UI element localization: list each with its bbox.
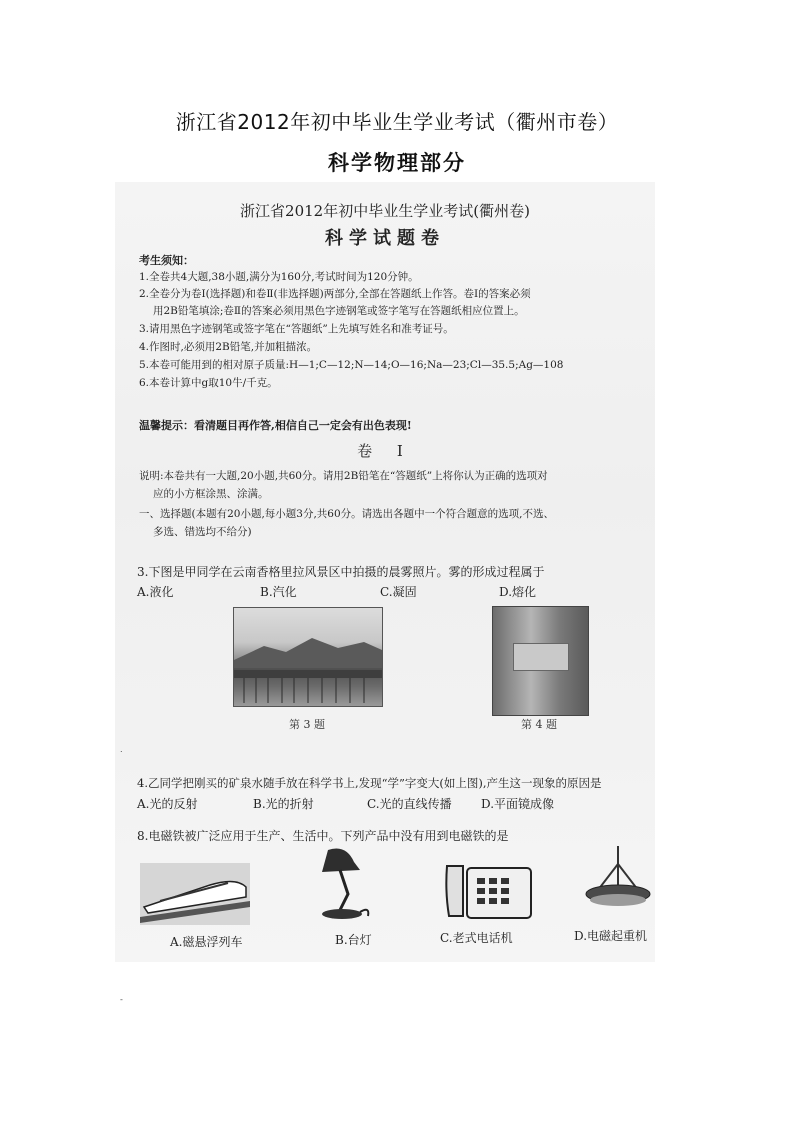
tip-text: 温馨提示：看清题目再作答,相信自己一定会有出色表现!: [139, 419, 412, 432]
figure-4-caption: 第 4 题: [521, 718, 557, 731]
q4-option-c: C.光的直线传播: [367, 797, 452, 811]
q4-option-d: D.平面镜成像: [481, 797, 555, 811]
telephone-icon: [443, 856, 535, 922]
document-subtitle: 科学物理部分: [328, 151, 466, 175]
question-4-stem: 4.乙同学把刚买的矿泉水随手放在科学书上,发现“学”字变大(如上图),产生这一现象的原因是: [137, 776, 602, 790]
q3-option-d: D.熔化: [499, 585, 537, 599]
scanned-exam-page: [115, 182, 655, 962]
notice-heading: 考生须知：: [139, 254, 194, 267]
q8-option-c: C.老式电话机: [440, 931, 513, 945]
notice-item: 4.作图时,必须用2B铅笔,并加粗描浓。: [139, 341, 318, 353]
paper-title: 科学试题卷: [325, 228, 445, 249]
q3-option-b: B.汽化: [260, 585, 297, 599]
q3-option-a: A.液化: [137, 585, 174, 599]
notice-item: 1.全卷共4大题,38小题,满分为160分,考试时间为120分钟。: [139, 271, 419, 283]
question-3-stem: 3.下图是甲同学在云南香格里拉风景区中拍摄的晨雾照片。雾的形成过程属于: [137, 565, 545, 579]
notice-item: 用2B铅笔填涂;卷Ⅱ的答案必须用黑色字迹钢笔或签字笔写在答题纸相应位置上。: [153, 305, 525, 317]
notice-item: 6.本卷计算中g取10牛/千克。: [139, 377, 278, 389]
stray-mark: -: [120, 995, 123, 1004]
section-line: 一、选择题(本题有20小题,每小题3分,共60分。请选出各题中一个符合题意的选项,不选、: [139, 508, 555, 520]
notice-item: 5.本卷可能用到的相对原子质量:H—1;C—12;N—14;O—16;Na—23;Cl—35.5;Ag—108: [139, 359, 564, 371]
stray-mark: .: [120, 745, 123, 754]
exam-title: 浙江省2012年初中毕业生学业考试(衢州卷): [240, 202, 530, 220]
desk-lamp-icon: [310, 846, 380, 922]
q4-option-b: B.光的折射: [253, 797, 314, 811]
question-8-stem: 8.电磁铁被广泛应用于生产、生活中。下列产品中没有用到电磁铁的是: [137, 829, 509, 843]
volume-heading: 卷 Ⅰ: [357, 442, 413, 460]
section-line: 多选、错选均不给分): [153, 526, 252, 538]
q4-option-a: A.光的反射: [137, 797, 198, 811]
q8-option-d: D.电磁起重机: [574, 929, 648, 943]
document-title: 浙江省2012年初中毕业生学业考试（衢州市卷）: [175, 110, 619, 134]
q8-option-b: B.台灯: [335, 933, 372, 947]
electromagnetic-crane-icon: [580, 846, 655, 926]
q3-option-c: C.凝固: [380, 585, 417, 599]
water-bottle-photo: [492, 606, 589, 716]
fog-landscape-photo: [233, 607, 383, 707]
notice-item: 2.全卷分为卷Ⅰ(选择题)和卷Ⅱ(非选择题)两部分,全部在答题纸上作答。卷Ⅰ的答案必须: [139, 288, 531, 300]
note-line: 说明:本卷共有一大题,20小题,共60分。请用2B铅笔在“答题纸”上将你认为正确的选项对: [139, 470, 548, 482]
figure-3-caption: 第 3 题: [289, 718, 325, 731]
notice-item: 3.请用黑色字迹钢笔或签字笔在“答题纸”上先填写姓名和准考证号。: [139, 323, 454, 335]
note-line: 应的小方框涂黑、涂满。: [153, 488, 269, 500]
q8-option-a: A.磁悬浮列车: [170, 935, 243, 949]
maglev-train-icon: [140, 863, 250, 925]
magnified-character-label: [513, 643, 569, 671]
